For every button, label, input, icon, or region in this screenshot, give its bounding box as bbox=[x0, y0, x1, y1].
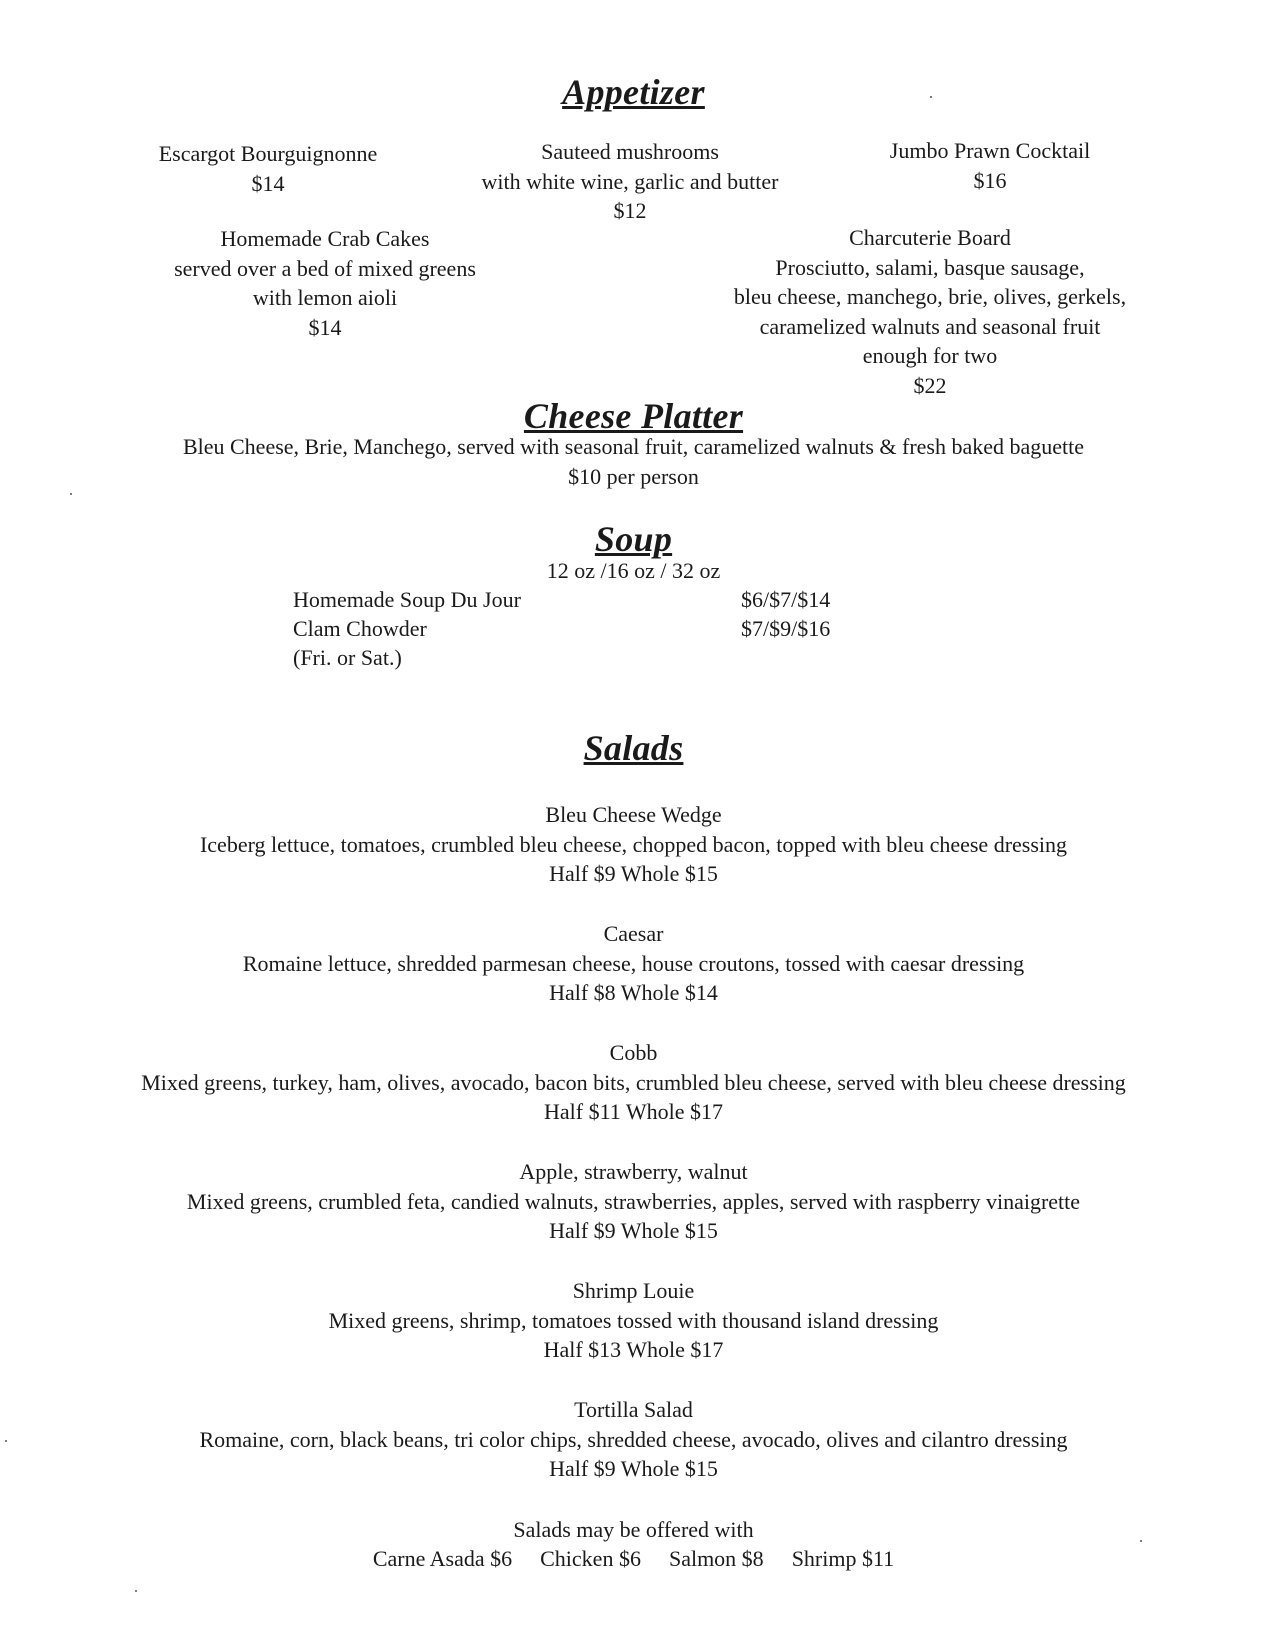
item-name: Apple, strawberry, walnut bbox=[519, 1159, 748, 1184]
salads-heading: Salads bbox=[583, 728, 684, 768]
soup-heading: Soup bbox=[594, 519, 673, 559]
scan-speck bbox=[930, 96, 932, 98]
item-desc: Prosciutto, salami, basque sausage, bbox=[775, 254, 1085, 280]
salad-item bbox=[0, 800, 1267, 889]
addon-chicken: Chicken $6 bbox=[540, 1546, 641, 1571]
salad-addons bbox=[0, 1544, 1267, 1574]
item-desc: Mixed greens, crumbled feta, candied walnuts, strawberries, apples, served with raspberry vinaigrette bbox=[186, 1188, 1081, 1214]
item-name: Charcuterie Board bbox=[849, 225, 1011, 250]
item-name: Tortilla Salad bbox=[574, 1397, 693, 1422]
item-price: $12 bbox=[613, 198, 647, 223]
scan-speck bbox=[70, 493, 72, 495]
item-price: $10 per person bbox=[568, 463, 699, 489]
item-price: Half $11 Whole $17 bbox=[543, 1099, 724, 1124]
item-desc: with lemon aioli bbox=[252, 285, 398, 310]
prawn-item bbox=[840, 136, 1140, 195]
item-name: Caesar bbox=[603, 921, 664, 946]
mushrooms-item bbox=[430, 137, 830, 226]
addon-shrimp: Shrimp $11 bbox=[791, 1546, 895, 1571]
item-price: $14 bbox=[308, 314, 342, 340]
item-name: Escargot Bourguignonne bbox=[158, 141, 378, 166]
salad-item bbox=[0, 1157, 1267, 1246]
item-desc: Mixed greens, turkey, ham, olives, avocado, bacon bits, crumbled bleu cheese, served with bleu cheese dressing bbox=[141, 1069, 1126, 1095]
item-desc: Romaine, corn, black beans, tri color chips, shredded cheese, avocado, olives and cilantro dressing bbox=[199, 1426, 1068, 1452]
item-name: Homemade Crab Cakes bbox=[220, 226, 430, 251]
item-desc: bleu cheese, manchego, brie, olives, gerkels, bbox=[733, 284, 1127, 309]
soup-item-price: $6/$7/$14 bbox=[741, 587, 831, 612]
item-price: Half $9 Whole $15 bbox=[549, 1456, 718, 1481]
soup-sizes: 12 oz /16 oz / 32 oz bbox=[546, 558, 721, 583]
item-price: $14 bbox=[251, 170, 285, 196]
item-desc: Bleu Cheese, Brie, Manchego, served with seasonal fruit, caramelized walnuts & fresh baked baguette bbox=[182, 434, 1085, 459]
item-price: Half $9 Whole $15 bbox=[549, 861, 718, 886]
item-desc: with white wine, garlic and butter bbox=[481, 168, 779, 194]
soup-item-name: Homemade Soup Du Jour bbox=[293, 587, 521, 612]
item-desc: Mixed greens, shrimp, tomatoes tossed with thousand island dressing bbox=[328, 1307, 939, 1333]
item-name: Cobb bbox=[609, 1040, 658, 1065]
soup-item-price: $7/$9/$16 bbox=[741, 616, 831, 641]
item-name: Shrimp Louie bbox=[572, 1278, 695, 1303]
soup-item-name: Clam Chowder bbox=[293, 616, 427, 641]
item-price: Half $13 Whole $17 bbox=[543, 1337, 724, 1362]
salad-addons-intro: Salads may be offered with bbox=[513, 1517, 754, 1542]
item-price: $16 bbox=[973, 167, 1007, 193]
scan-speck bbox=[5, 1440, 7, 1442]
cheese-platter-heading: Cheese Platter bbox=[523, 396, 744, 436]
item-price: Half $9 Whole $15 bbox=[549, 1218, 718, 1243]
escargot-item bbox=[118, 139, 418, 198]
salad-item bbox=[0, 1038, 1267, 1127]
item-name: Jumbo Prawn Cocktail bbox=[889, 138, 1091, 163]
soup-note: (Fri. or Sat.) bbox=[293, 645, 402, 670]
salad-item bbox=[0, 919, 1267, 1008]
item-name: Sauteed mushrooms bbox=[541, 139, 719, 164]
addon-carne-asada: Carne Asada $6 bbox=[372, 1546, 513, 1571]
item-name: Bleu Cheese Wedge bbox=[545, 802, 722, 827]
item-desc: Romaine lettuce, shredded parmesan cheese, house croutons, tossed with caesar dressing bbox=[242, 950, 1025, 976]
item-desc: Iceberg lettuce, tomatoes, crumbled bleu cheese, chopped bacon, topped with bleu cheese dressing bbox=[199, 831, 1068, 857]
item-desc: enough for two bbox=[862, 343, 998, 368]
salad-item bbox=[0, 1276, 1267, 1365]
crab-cakes-item bbox=[130, 224, 520, 342]
item-desc: caramelized walnuts and seasonal fruit bbox=[759, 313, 1101, 339]
item-price: $22 bbox=[913, 372, 947, 398]
scan-speck bbox=[1140, 1540, 1142, 1542]
scan-speck bbox=[135, 1590, 137, 1592]
charcuterie-item bbox=[690, 223, 1170, 400]
item-desc: served over a bed of mixed greens bbox=[174, 255, 476, 281]
addon-salmon: Salmon $8 bbox=[668, 1546, 764, 1571]
salad-item bbox=[0, 1395, 1267, 1484]
appetizer-heading: Appetizer bbox=[562, 72, 705, 112]
item-price: Half $8 Whole $14 bbox=[549, 980, 718, 1005]
cheese-platter-item bbox=[0, 432, 1267, 491]
